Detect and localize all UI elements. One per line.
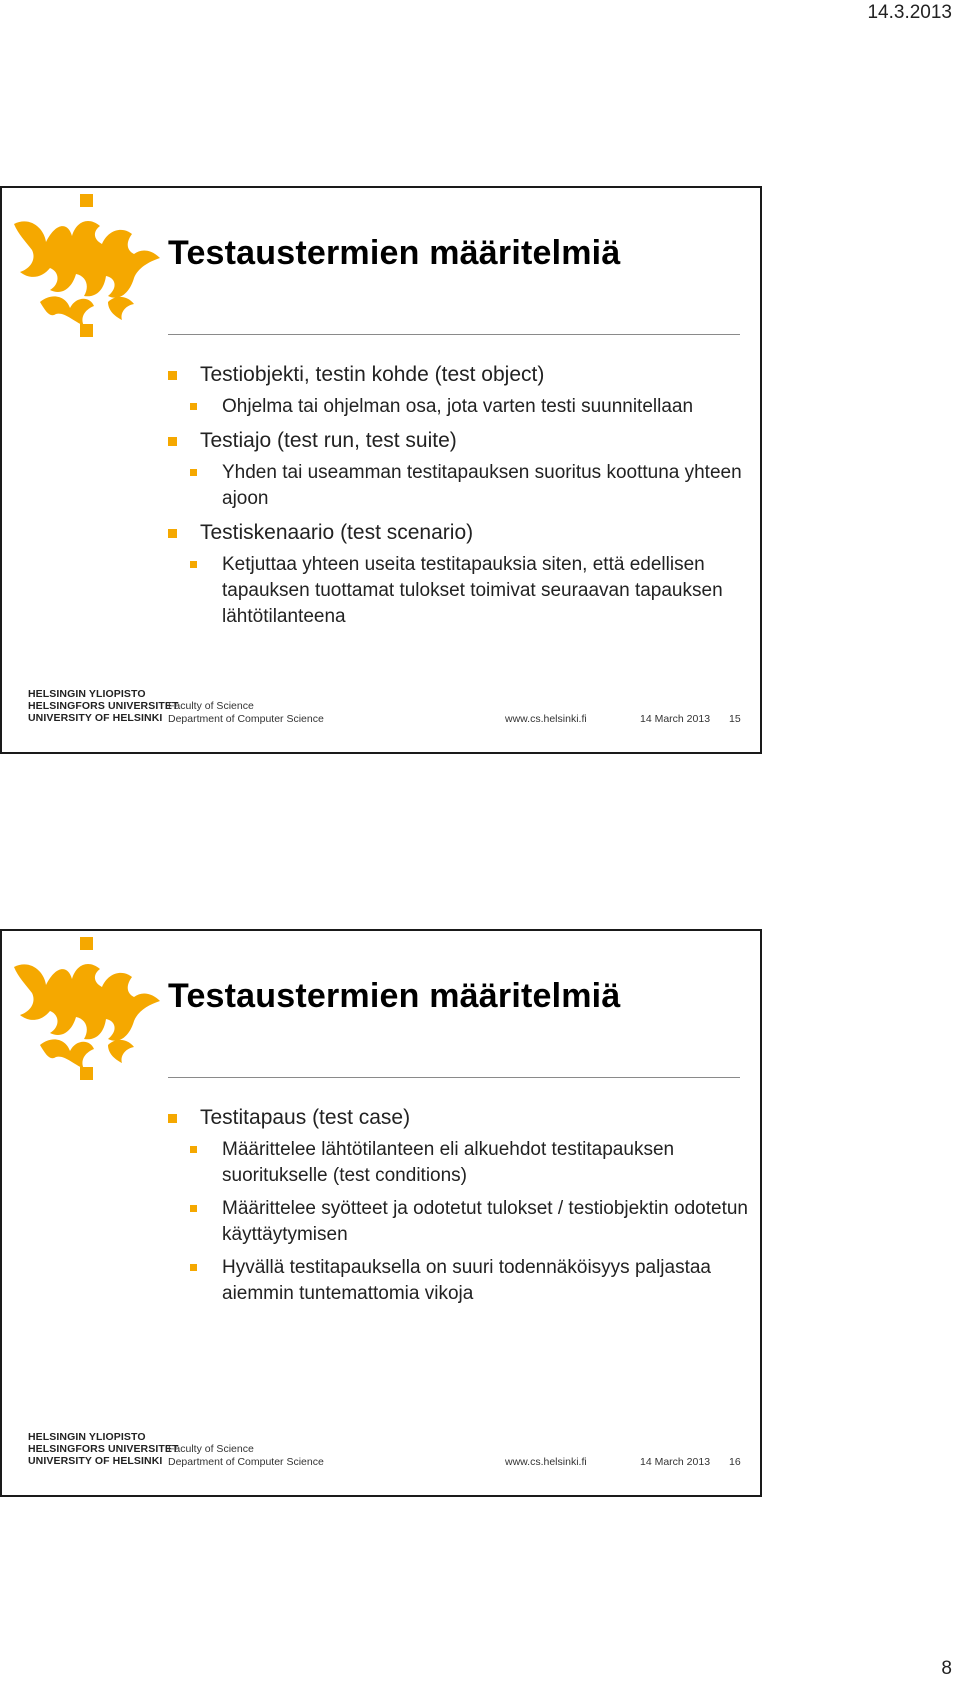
department-info: Faculty of Science Department of Computer Science bbox=[168, 1443, 324, 1468]
slide-number: 15 bbox=[729, 713, 741, 725]
page-date: 14.3.2013 bbox=[867, 2, 952, 23]
footer-date: 14 March 2013 bbox=[640, 713, 711, 725]
sub-bullet-item: Ketjuttaa yhteen useita testitapauksia siten, että edellisen tapauksen tuottamat tulokset toimivat seuraavan tapauksen lähtötilanteena bbox=[190, 552, 748, 630]
university-name: HELSINGIN YLIOPISTO HELSINGFORS UNIVERSITET UNIVERSITY OF HELSINKI bbox=[28, 1431, 179, 1467]
slide-footer bbox=[2, 1431, 760, 1481]
sub-bullet-item: Yhden tai useamman testitapauksen suoritus koottuna yhteen ajoon bbox=[190, 460, 748, 512]
sub-bullet-item: Hyvällä testitapauksella on suuri todennäköisyys paljastaa aiemmin tuntemattomia vikoja bbox=[190, 1255, 748, 1307]
slide-title: Testaustermien määritelmiä bbox=[168, 234, 621, 272]
bullet-item: Testitapaus (test case) bbox=[168, 1105, 748, 1131]
slide-content bbox=[168, 1097, 748, 1314]
footer-date: 14 March 2013 bbox=[640, 1456, 711, 1468]
slide-content bbox=[168, 354, 748, 637]
slide-title: Testaustermien määritelmiä bbox=[168, 977, 621, 1015]
sub-bullet-item: Määrittelee syötteet ja odotetut tulokset / testiobjektin odotetun käyttäytymisen bbox=[190, 1196, 748, 1248]
bullet-item: Testiobjekti, testin kohde (test object) bbox=[168, 362, 748, 388]
footer-url: www.cs.helsinki.fi bbox=[505, 713, 587, 725]
slide-number: 16 bbox=[729, 1456, 741, 1468]
flame-logo-icon bbox=[10, 192, 165, 342]
title-rule bbox=[168, 334, 740, 335]
university-name: HELSINGIN YLIOPISTO HELSINGFORS UNIVERSITET UNIVERSITY OF HELSINKI bbox=[28, 688, 179, 724]
department-info: Faculty of Science Department of Computer Science bbox=[168, 700, 324, 725]
sub-bullet-item: Ohjelma tai ohjelman osa, jota varten testi suunnitellaan bbox=[190, 394, 748, 420]
title-rule bbox=[168, 1077, 740, 1078]
slide-footer bbox=[2, 688, 760, 738]
footer-url: www.cs.helsinki.fi bbox=[505, 1456, 587, 1468]
slide-15 bbox=[0, 186, 762, 754]
bullet-item: Testiskenaario (test scenario) bbox=[168, 520, 748, 546]
sub-bullet-item: Määrittelee lähtötilanteen eli alkuehdot testitapauksen suoritukselle (test conditions) bbox=[190, 1137, 748, 1189]
slide-16 bbox=[0, 929, 762, 1497]
bullet-item: Testiajo (test run, test suite) bbox=[168, 428, 748, 454]
page-number: 8 bbox=[941, 1658, 952, 1679]
flame-logo-icon bbox=[10, 935, 165, 1085]
